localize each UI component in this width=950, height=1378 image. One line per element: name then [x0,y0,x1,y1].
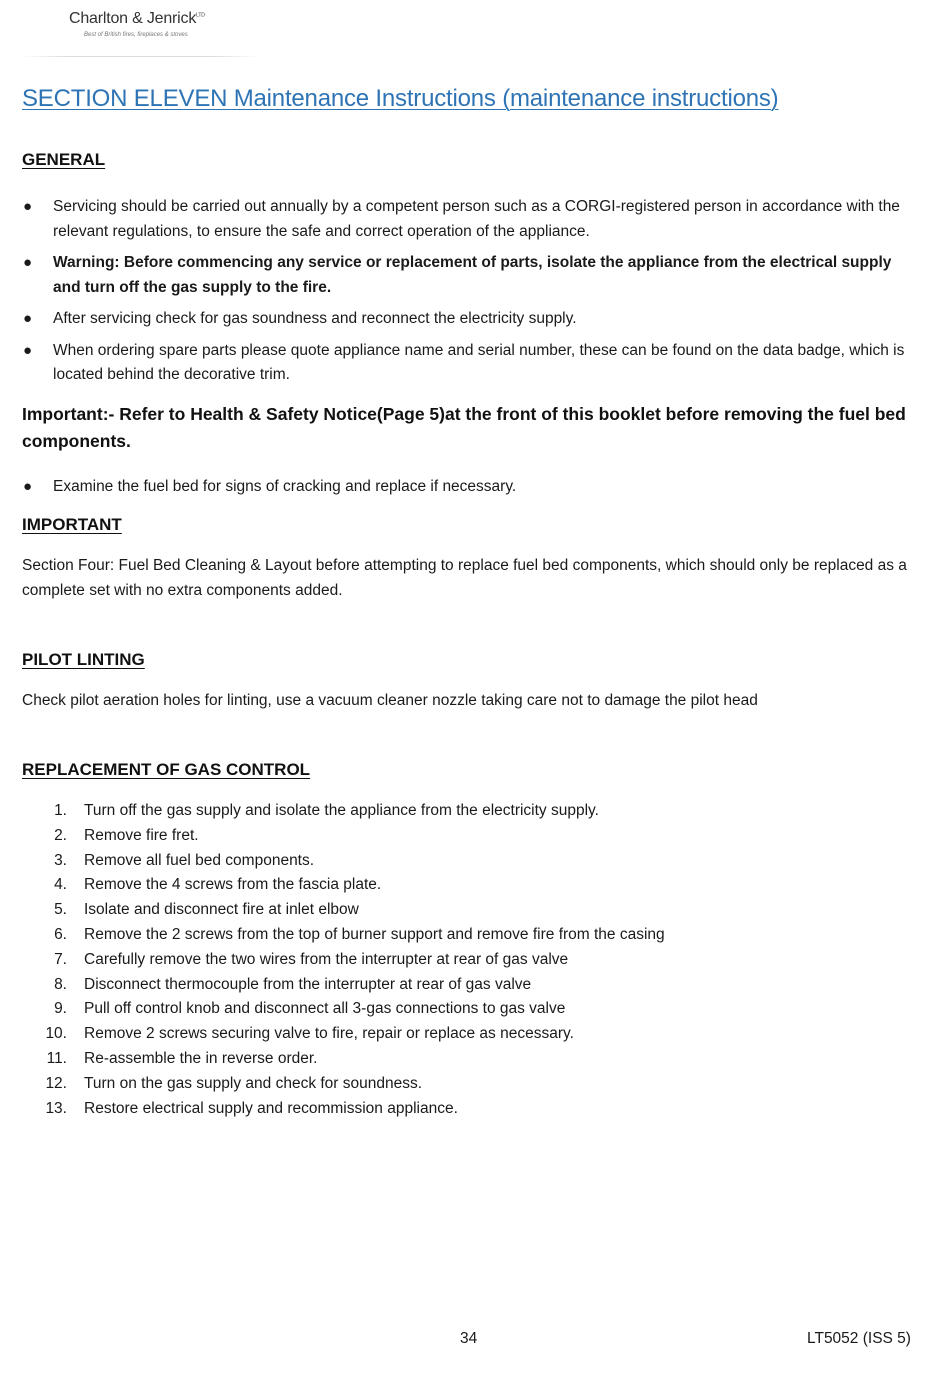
step-item [22,948,902,973]
brand-logo [20,8,260,58]
page-number: 34 [460,1330,478,1347]
step-item [22,824,902,849]
step-text: Remove fire fret. [84,826,199,844]
step-text: Carefully remove the two wires from the interrupter at rear of gas valve [84,950,569,968]
warning-item [22,251,922,300]
step-item [22,799,902,824]
pilot-linting-heading: PILOT LINTING [22,650,145,669]
important-text: Section Four: Fuel Bed Cleaning & Layout before attempting to replace fuel bed components, which should only be replaced as a complete set with no extra components added. [22,557,907,599]
step-item [22,849,902,874]
list-item [22,339,922,388]
step-item [22,923,902,948]
step-item [22,997,902,1022]
step-number: 11. [46,1049,67,1067]
bullet-icon: ● [23,310,33,327]
health-safety-note: Important:- Refer to Health & Safety Notice(Page 5)at the front of this booklet before removing the fuel bed components. [22,404,906,451]
step-number: 12. [45,1074,67,1092]
general-heading: GENERAL [22,150,106,169]
important-heading: IMPORTANT [22,515,122,534]
step-item [22,898,902,923]
step-text: Remove 2 screws securing valve to fire, repair or replace as necessary. [84,1025,574,1043]
step-text: Disconnect thermocouple from the interrupter at rear of gas valve [84,975,532,993]
warning-text: Warning: Before commencing any service or replacement of parts, isolate the appliance from the electrical supply and turn off the gas supply to the fire. [53,254,892,296]
logo-brand-text: Charlton & Jenrick [69,10,197,27]
step-number: 13. [45,1099,67,1117]
pilot-linting-text: Check pilot aeration holes for linting, use a vacuum cleaner nozzle taking care not to damage the pilot head [22,692,758,709]
step-number: 6. [54,925,67,943]
list-item-text: Servicing should be carried out annually by a competent person such as a CORGI-registered person in accordance with the relevant regulations, to ensure the safe and correct operation of the appliance. [53,198,900,240]
step-item [22,873,902,898]
step-item [22,1097,902,1122]
fuel-bed-bullet-list [22,475,922,500]
step-number: 8. [54,975,67,993]
step-number: 3. [54,851,67,869]
step-text: Turn off the gas supply and isolate the appliance from the electricity supply. [84,802,599,819]
bullet-icon: ● [23,254,33,271]
step-number: 10. [45,1025,67,1043]
step-number: 2. [54,826,67,844]
list-item [22,475,922,500]
step-item [22,1047,902,1072]
step-number: 4. [54,876,67,894]
header-divider [20,56,260,57]
logo-brand-name [69,10,205,28]
step-text: Remove the 2 screws from the top of burner support and remove fire from the casing [84,925,665,943]
bullet-icon: ● [23,341,33,359]
document-reference: LT5052 (ISS 5) [807,1330,911,1347]
list-item-text: Examine the fuel bed for signs of cracking and replace if necessary. [53,478,517,495]
step-number: 7. [54,950,67,968]
step-text: Re-assemble the in reverse order. [84,1049,318,1067]
list-item-text: When ordering spare parts please quote appliance name and serial number, these can be found on the data badge, which is located behind the decorative trim. [53,341,905,383]
general-bullet-list [22,195,922,388]
step-text: Pull off control knob and disconnect all 3-gas connections to gas valve [84,1000,566,1018]
logo-tagline: Best of British fires, fireplaces & stoves [84,32,188,38]
step-text: Remove all fuel bed components. [84,851,315,869]
gas-control-heading: REPLACEMENT OF GAS CONTROL [22,760,311,779]
bullet-icon: ● [23,478,33,495]
step-text: Turn on the gas supply and check for soundness. [84,1074,423,1092]
logo-mark: LTD [196,12,205,19]
gas-control-steps [22,799,902,1121]
step-text: Isolate and disconnect fire at inlet elbow [84,901,359,919]
list-item-text: After servicing check for gas soundness and reconnect the electricity supply. [53,310,577,327]
list-item [22,195,922,244]
step-text: Remove the 4 screws from the fascia plate. [84,876,382,894]
step-item [22,973,902,998]
step-number: 9. [54,1000,67,1018]
step-item [22,1072,902,1097]
step-item [22,1022,902,1047]
bullet-icon: ● [23,198,33,215]
step-number: 1. [54,802,67,819]
list-item [22,307,922,332]
page-title: SECTION ELEVEN Maintenance Instructions (maintenance instructions) [22,85,779,112]
step-text: Restore electrical supply and recommission appliance. [84,1099,458,1117]
step-number: 5. [54,901,67,919]
